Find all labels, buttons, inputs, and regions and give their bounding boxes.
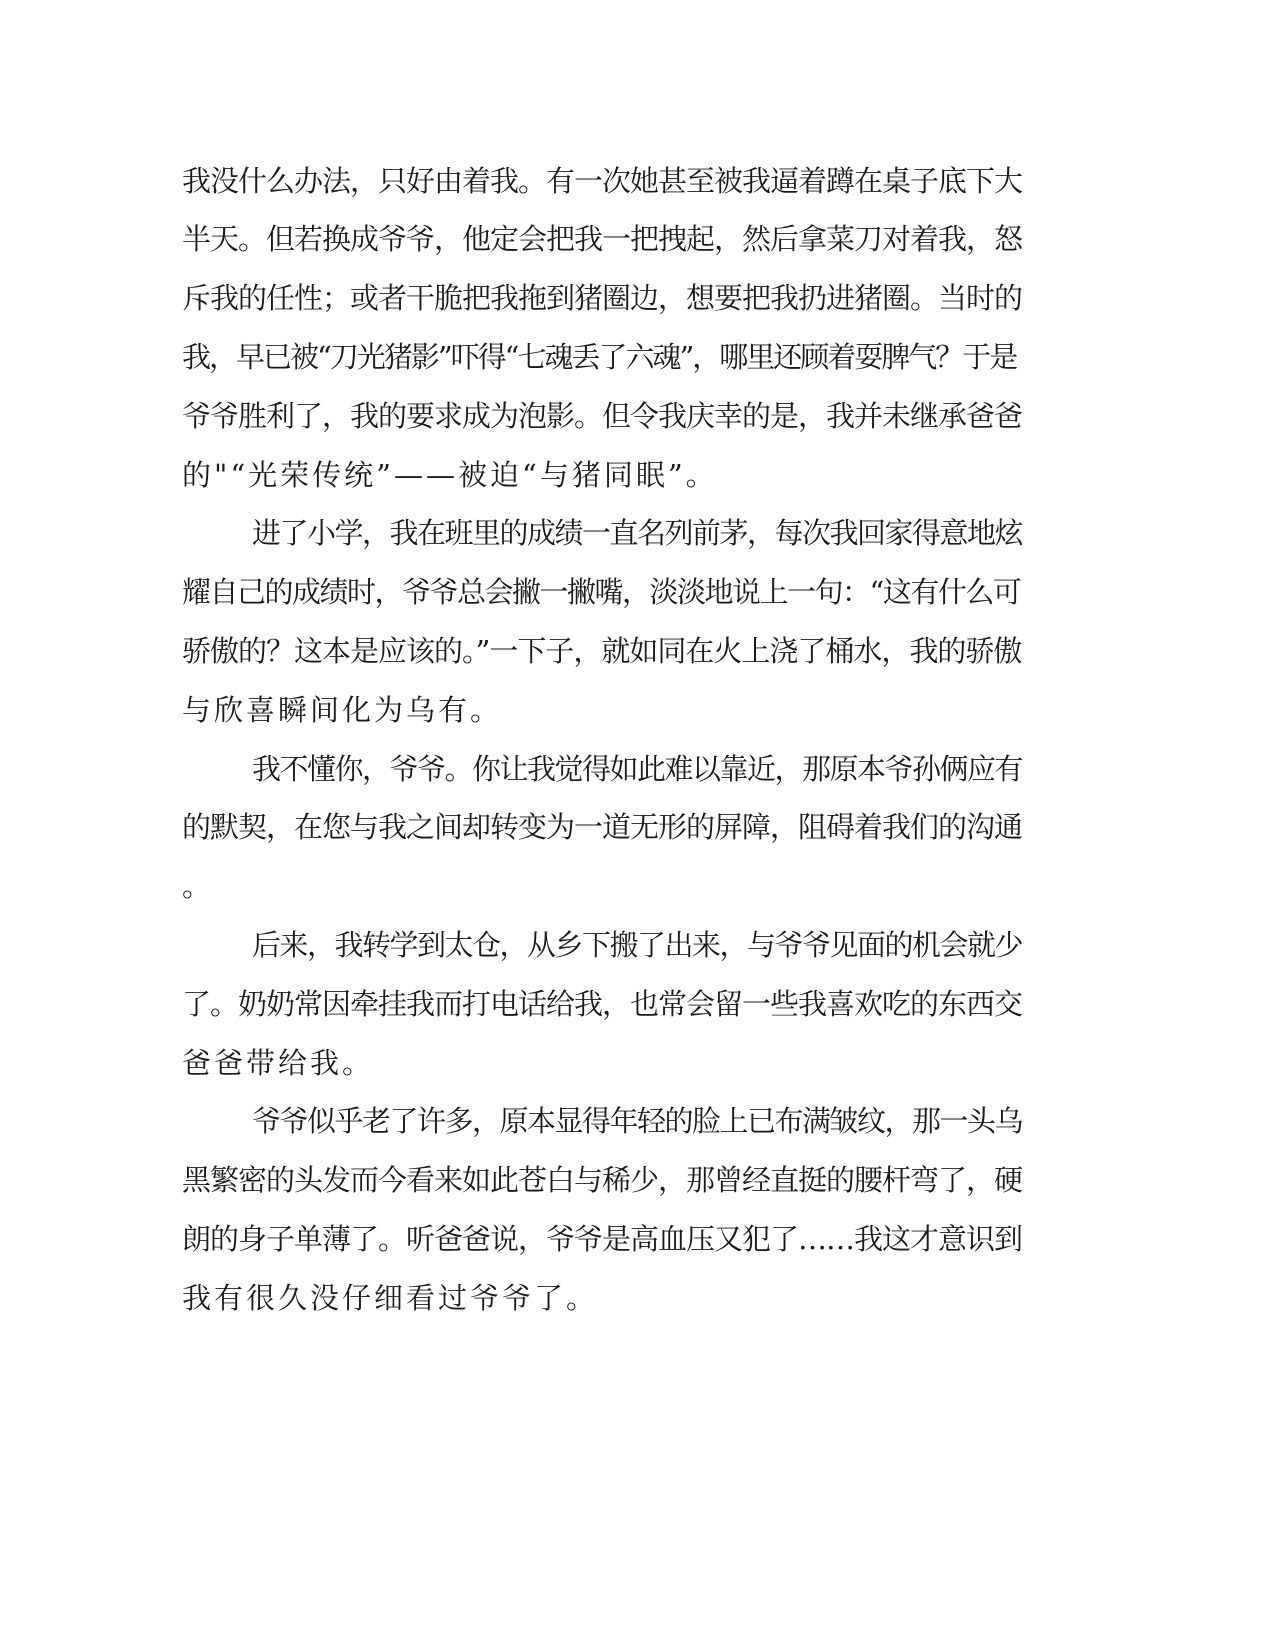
text-line: 与欣喜瞬间化为乌有。 [182, 693, 503, 727]
text-line: 我没什么办法，只好由着我。有一次她甚至被我逼着蹲在桌子底下大 [182, 164, 1023, 198]
text-line: 我不懂你，爷爷。你让我觉得如此难以靠近，那原本爷孙俩应有 [252, 752, 1023, 786]
text-line: 我有很久没仔细看过爷爷了。 [182, 1281, 599, 1315]
text-line: 的"“光荣传统”——被迫“与猪同眠”。 [182, 458, 718, 492]
text-line: 了。奶奶常因牵挂我而打电话给我，也常会留一些我喜欢吃的东西交 [182, 987, 1023, 1021]
text-line: 。 [182, 869, 215, 903]
text-line: 半天。但若换成爷爷，他定会把我一把拽起，然后拿菜刀对着我，怒 [182, 222, 1023, 256]
text-line: 骄傲的？这本是应该的。”一下子，就如同在火上浇了桶水，我的骄傲 [182, 634, 1022, 668]
text-line: 朗的身子单薄了。听爸爸说，爷爷是高血压又犯了……我这才意识到 [182, 1222, 1023, 1256]
text-line: 进了小学，我在班里的成绩一直名列前茅，每次我回家得意地炫 [252, 516, 1023, 550]
text-line: 的默契，在您与我之间却转变为一道无形的屏障，阻碍着我们的沟通 [182, 810, 1023, 844]
text-line: 爷爷似乎老了许多，原本显得年轻的脸上已布满皱纹，那一头乌 [252, 1104, 1023, 1138]
text-line: 爷爷胜利了，我的要求成为泡影。但令我庆幸的是，我并未继承爸爸 [182, 399, 1023, 433]
text-line: 后来，我转学到太仓，从乡下搬了出来，与爷爷见面的机会就少 [252, 928, 1023, 962]
text-line: 斥我的任性；或者干脆把我拖到猪圈边，想要把我扔进猪圈。当时的 [182, 281, 1023, 315]
text-line: 我，早已被“刀光猪影”吓得“七魂丢了六魂”，哪里还顾着耍脾气？于是 [182, 340, 1017, 374]
text-line: 爸爸带给我。 [182, 1046, 375, 1080]
text-line: 黑繁密的头发而今看来如此苍白与稀少，那曾经直挺的腰杆弯了，硬 [182, 1163, 1023, 1197]
text-line: 耀自己的成绩时，爷爷总会撇一撇嘴，淡淡地说上一句：“这有什么可 [182, 575, 1021, 609]
